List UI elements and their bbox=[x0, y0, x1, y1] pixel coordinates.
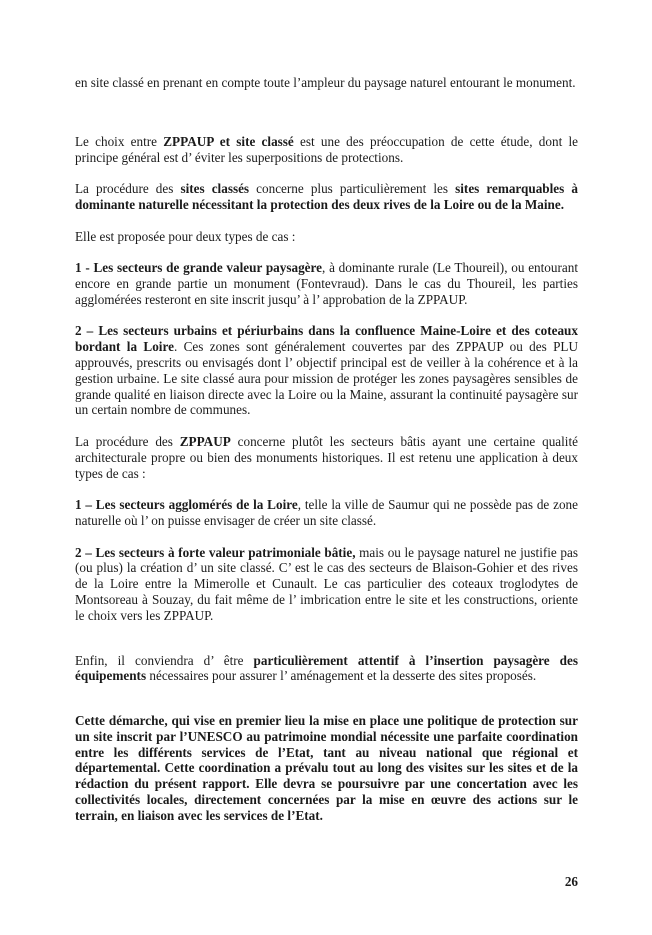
document-body bbox=[75, 75, 578, 824]
text-run: concerne plutôt les secteurs bâtis ayant une certaine qualité architecturale propre ou bien des monuments historiques. Il est retenu une application à deux types de cas : bbox=[75, 433, 578, 481]
bold-text-run: Cette démarche, qui vise en premier lieu la mise en place une politique de protection sur un site inscrit par l’UNESCO au patrimoine mondial nécessite une parfaite coordination entre les différents services de l’Etat, tant au niveau national que régional et départemental. Cette coordination a prévalu tout au long des visites sur les sites et de la rédaction du présent rapport. Elle devra se poursuivre par une concertation avec les collectivités locales, directement concernées par la mise en œuvre des actions sur le terrain, en liaison avec les services de l’Etat. bbox=[75, 713, 578, 823]
paragraph bbox=[75, 434, 578, 481]
paragraph bbox=[75, 497, 578, 529]
paragraph bbox=[75, 323, 578, 418]
text-run: mais ou le paysage naturel ne justifie pas (ou plus) la création d’ un site classé. C’ est le cas des secteurs de Blaison-Gohier et des rives de la Loire entre la Mimerolle et Cunault. Le cas particulier des coteaux troglodytes de Montsoreau à Souzay, du fait même de l’ imbrication entre le site et les constructions, oriente le choix vers les ZPPAUP. bbox=[75, 544, 578, 623]
text-run: est une des préoccupation de cette étude, dont le principe général est d’ éviter les superpositions de protections. bbox=[75, 133, 578, 165]
text-run: , à dominante rurale (Le Thoureil), ou entourant encore en grande partie un monument (Fontevraud). Dans le cas du Thoureil, les parties agglomérées resteront en site inscrit jusqu’ à l’ approbation de la ZPPAUP. bbox=[75, 260, 578, 307]
bold-text-run: 1 - Les secteurs de grande valeur paysagère bbox=[75, 260, 323, 276]
paragraph bbox=[75, 260, 578, 307]
text-run: La procédure des bbox=[75, 181, 181, 197]
bold-text-run: ZPPAUP et site classé bbox=[163, 133, 294, 149]
paragraph bbox=[75, 181, 578, 213]
bold-text-run: ZPPAUP bbox=[179, 433, 231, 449]
text-run: Elle est proposée pour deux types de cas : bbox=[75, 228, 296, 244]
page-number: 26 bbox=[564, 874, 578, 889]
text-run: en site classé en prenant en compte toute l’ampleur du paysage naturel entourant le monument. bbox=[75, 75, 576, 90]
text-run: Le choix entre bbox=[75, 133, 164, 149]
text-run: . Ces zones sont généralement couvertes par des ZPPAUP ou des PLU approuvés, prescrits ou envisagés dont l’ objectif principal est de veiller à la cohérence et à la gestion urbaine. Le site classé aura pour mission de protéger les zones paysagères sensibles de grande qualité en liaison directe avec la Loire ou la Maine, assurant la continuité paysagère sur un certain nombre de communes. bbox=[75, 339, 578, 418]
paragraph bbox=[75, 229, 578, 245]
text-run: Enfin, il conviendra d’ être bbox=[75, 652, 254, 668]
bold-text-run: 1 – Les secteurs agglomérés de la Loire bbox=[75, 497, 298, 513]
paragraph bbox=[75, 75, 578, 91]
bold-text-run: sites classés bbox=[180, 181, 250, 197]
paragraph bbox=[75, 545, 578, 624]
text-run: nécessaires pour assurer l’ aménagement et la desserte des sites proposés. bbox=[146, 668, 537, 684]
paragraph bbox=[75, 713, 578, 824]
bold-text-run: 2 – Les secteurs urbains et périurbains dans la confluence Maine-Loire et des coteaux bordant la Loire bbox=[75, 323, 578, 355]
text-run: La procédure des bbox=[75, 433, 180, 449]
bold-text-run: 2 – Les secteurs à forte valeur patrimoniale bâtie, bbox=[75, 544, 356, 560]
paragraph bbox=[75, 653, 578, 685]
bold-text-run: particulièrement attentif à l’insertion paysagère des équipements bbox=[75, 652, 579, 684]
paragraph bbox=[75, 134, 578, 166]
bold-text-run: sites remarquables à dominante naturelle nécessitant la protection des deux rives de la Loire ou de la Maine. bbox=[75, 181, 578, 212]
text-run: , telle la ville de Saumur qui ne possède pas de zone naturelle où l’ on puisse envisager de créer un site classé. bbox=[75, 497, 578, 528]
text-run: concerne plus particulièrement les bbox=[249, 181, 456, 197]
